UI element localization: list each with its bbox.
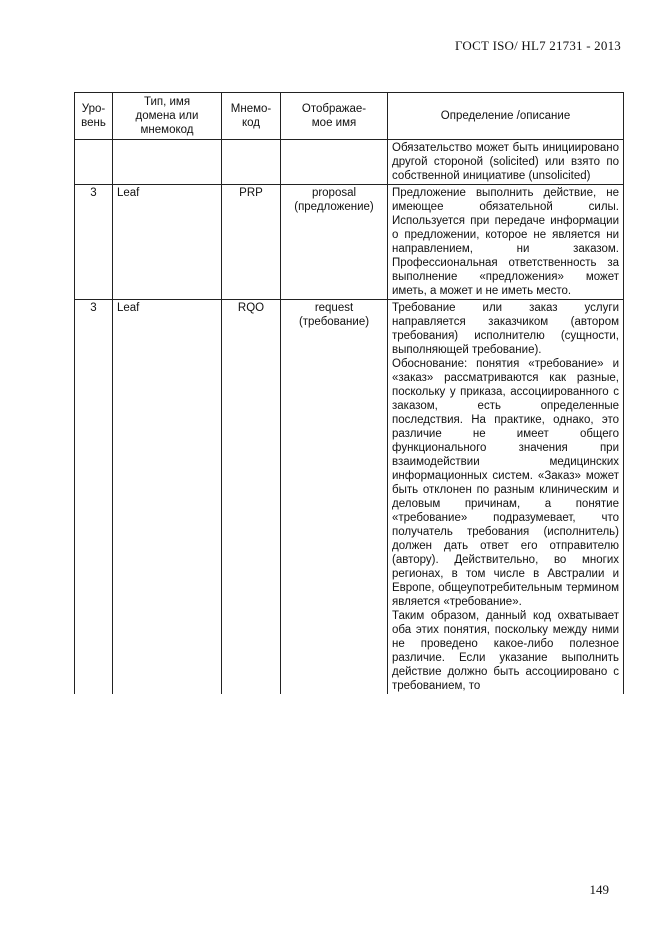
- table-row: [75, 185, 624, 300]
- definition-paragraph: Таким образом, данный код охватывает оба этих понятия, поскольку между ними не проведено какое-либо полезное различие. Если указание выполнить действие должно быть ассоциировано с требованием, то: [392, 610, 619, 692]
- column-header-definition: [388, 93, 624, 140]
- cell-definition: [388, 185, 624, 300]
- cell-definition: [388, 140, 624, 185]
- cell-mnemonic: PRP: [222, 185, 281, 300]
- cell-type: Leaf: [113, 185, 222, 300]
- column-header-type: [113, 93, 222, 140]
- column-header-type-label: Тип, имя домена или мнемокод: [135, 96, 199, 136]
- definition-paragraph: Обоснование: понятия «требование» и «заказ» рассматриваются как разные, поскольку у приказа, ассоциированного с заказом, есть определенные последствия. На практике, однако, это различие не имеет общего функционального значения при взаимодействии медицинских информационных систем. «Заказ» может быть отклонен по разным клиническим и деловым причинам, а понятие «требование» подразумевает, что получатель требования (исполнитель) должен дать ответ его отправителю (автору). Действительно, во многих регионах, в том числе в Австралии и Европе, общеупотребительным термином является «требование».: [392, 358, 619, 608]
- page-number: 149: [589, 882, 609, 897]
- terms-table: [74, 92, 624, 694]
- table-row: [75, 140, 624, 185]
- table-row: [75, 300, 624, 695]
- cell-type: Leaf: [113, 300, 222, 695]
- cell-type: [113, 140, 222, 185]
- cell-display: request (требование): [281, 300, 388, 695]
- cell-mnemonic: [222, 140, 281, 185]
- document-header: ГОСТ ISO/ HL7 21731 - 2013: [454, 38, 621, 53]
- definition-paragraph: Предложение выполнить действие, не имеющее обязательной силы. Используется при передаче информации о предложении, которое не является ни направлением, ни заказом. Профессиональная ответственность за выполнение «предложения» может иметь, а может и не иметь место.: [392, 187, 619, 297]
- cell-level: 3: [75, 185, 113, 300]
- cell-mnemonic: RQO: [222, 300, 281, 695]
- table-header-row: [75, 93, 624, 140]
- column-header-display-label: Отображае- мое имя: [301, 103, 367, 129]
- cell-level: [75, 140, 113, 185]
- cell-definition: [388, 300, 624, 695]
- cell-display: proposal (предложение): [281, 185, 388, 300]
- column-header-level-label: Уро- вень: [81, 103, 106, 129]
- column-header-definition-label: Определение /описание: [440, 110, 571, 122]
- cell-display: [281, 140, 388, 185]
- column-header-mnemonic-label: Мнемо- код: [230, 103, 272, 129]
- definition-paragraph: Обязательство может быть инициировано другой стороной (solicited) или взято по собственной инициативе (unsolicited): [392, 142, 619, 182]
- definition-paragraph: Требование или заказ услуги направляется заказчиком (автором требования) исполнителю (сущности, выполняющей требование).: [392, 302, 619, 356]
- column-header-display: [281, 93, 388, 140]
- column-header-level: [75, 93, 113, 140]
- cell-level: 3: [75, 300, 113, 695]
- column-header-mnemonic: [222, 93, 281, 140]
